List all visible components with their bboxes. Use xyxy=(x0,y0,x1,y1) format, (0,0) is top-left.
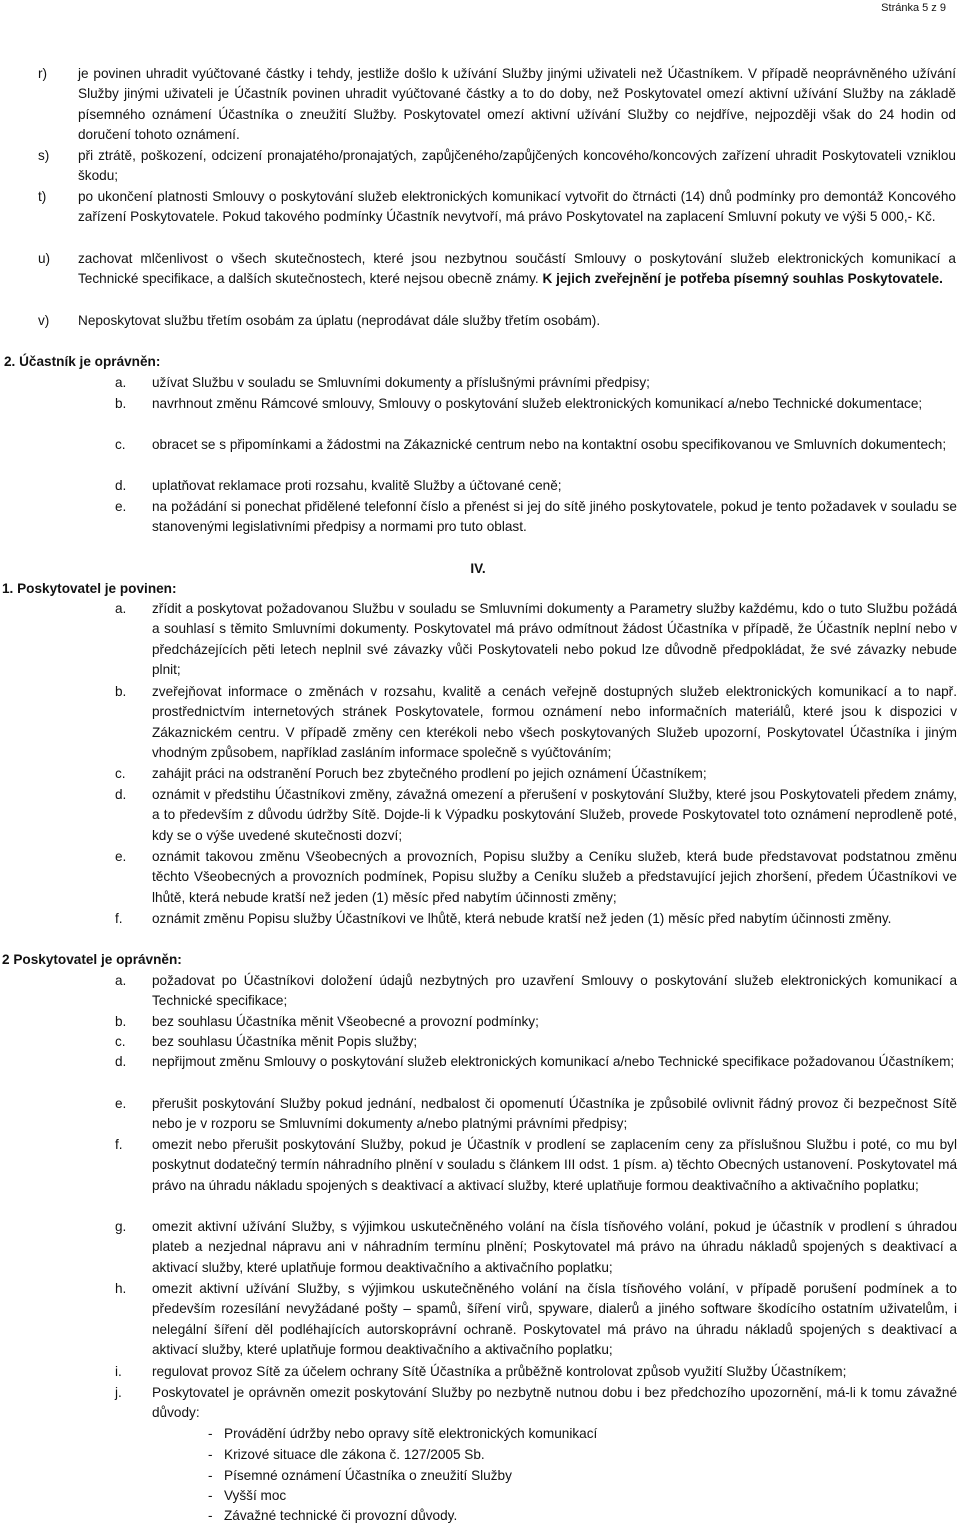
reason-item: - Písemné oznámení Účastníka o zneužití Služby xyxy=(208,1468,512,1483)
item-text: nepřijmout změnu Smlouvy o poskytování služeb elektronických komunikací a/nebo Technické specifikace požadovanou Účastníkem; xyxy=(152,1054,955,1069)
reason-item: - Provádění údržby nebo opravy sítě elektronických komunikací xyxy=(208,1426,598,1441)
list-item xyxy=(115,1032,957,1052)
item-text-plain: zachovat mlčenlivost o všech skutečnostech, které jsou nezbytnou součástí Smlouvy o poskytování služeb elektronických komunikací a Technické specifikace, a dalších skutečnostech, které nejsou obecně známy. xyxy=(78,251,956,287)
reason-item: - Závažné technické či provozní důvody. xyxy=(208,1508,458,1523)
list-item xyxy=(115,497,957,538)
section-heading: 1. Poskytovatel je povinen: xyxy=(2,581,177,596)
reason-text: Vyšší moc xyxy=(224,1488,287,1503)
list-item-u xyxy=(38,249,956,290)
section-heading: 2. Účastník je oprávněn: xyxy=(4,354,161,369)
item-text: oznámit změnu Popisu služby Účastníkovi ve lhůtě, která nebude kratší než jeden (1) měsíc před nabytím účinnosti změny. xyxy=(152,911,892,926)
list-item xyxy=(115,599,957,680)
list-item xyxy=(115,785,957,846)
item-text: obracet se s připomínkami a žádostmi na Zákaznické centrum nebo na kontaktní osobu specifikovanou ve Smluvních dokumentech; xyxy=(152,437,947,452)
item-label: v) xyxy=(38,313,50,328)
page-number: Stránka 5 z 9 xyxy=(881,2,946,14)
list-item xyxy=(115,971,957,1012)
list-item xyxy=(115,1279,957,1360)
section-heading: 2 Poskytovatel je oprávněn: xyxy=(2,952,182,967)
item-text: oznámit v předstihu Účastníkovi změny, závažná omezení a přerušení v poskytování Služby, které jsou Poskytovateli předem známy, a to především z důvodu údržby Sítě. Dojde-li k Výpadku poskytování Služeb, provede Poskytovatel toto oznámení neprodleně poté, kdy se o výše uvedené skutečnosti dozví; xyxy=(152,787,957,843)
list-item xyxy=(115,1052,957,1072)
item-text: požadovat po Účastníkovi doložení údajů nezbytných pro uzavření Smlouvy o poskytování služeb elektronických komunikací a Technické specifikace; xyxy=(152,973,957,1009)
item-label: e. xyxy=(115,849,127,864)
item-text: zahájit práci na odstranění Poruch bez zbytečného prodlení po jejich oznámení Účastníkem; xyxy=(152,766,707,781)
item-label: a. xyxy=(115,375,127,390)
list-item xyxy=(115,435,957,455)
item-label: d. xyxy=(115,478,127,493)
item-text: oznámit takovou změnu Všeobecných a provozních, Popisu služby a Ceníku služeb, která bude představovat podstatnou změnu těchto Všeobecných a provozních podmínek, Popisu služby a Ceníku služeb a představující jejich zhoršení, předem Účastníkovi ve lhůtě, která nebude kratší než jeden (1) měsíc před nabytím účinnosti změny; xyxy=(152,849,957,905)
item-text: přerušit poskytování Služby pokud jednání, nedbalost či opomenutí Účastníka je způsobilé ovlivnit řádný provoz či bezpečnost Sítě nebo je v rozporu se Smluvními dokumenty a/nebo platnými právními předpisy; xyxy=(152,1096,957,1132)
item-text: po ukončení platnosti Smlouvy o poskytování služeb elektronických komunikací vytvořit do čtrnácti (14) dnů podmínky pro demontáž Koncového zařízení Poskytovatele. Pokud takového podmínky Účastník nevytvoří, má právo Poskytovatel na zaplacení Smluvní pokuty ve výši 5 000,- Kč. xyxy=(78,189,956,225)
item-label: c. xyxy=(115,437,126,452)
item-label: b. xyxy=(115,1014,127,1029)
article-number: IV. xyxy=(470,561,486,576)
item-label: f. xyxy=(115,1137,123,1152)
item-text: navrhnout změnu Rámcové smlouvy, Smlouvy o poskytování služeb elektronických komunikací a/nebo Technické dokumentace; xyxy=(152,396,923,411)
list-item-v xyxy=(38,311,956,331)
item-text: bez souhlasu Účastníka měnit Všeobecné a provozní podmínky; xyxy=(152,1014,539,1029)
item-label: a. xyxy=(115,601,127,616)
list-item-r xyxy=(38,64,956,145)
item-text-bold: K jejich zveřejnění je potřeba písemný souhlas Poskytovatele. xyxy=(542,271,943,287)
item-label: a. xyxy=(115,973,127,988)
item-text: užívat Službu v souladu se Smluvními dokumenty a příslušnými právními předpisy; xyxy=(152,375,650,390)
reason-text: Závažné technické či provozní důvody. xyxy=(224,1508,458,1523)
item-label: d. xyxy=(115,787,127,802)
reason-item: - Vyšší moc xyxy=(208,1488,287,1503)
item-text: uplatňovat reklamace proti rozsahu, kvalitě Služby a účtované ceně; xyxy=(152,478,562,493)
list-item xyxy=(115,682,957,763)
item-label: h. xyxy=(115,1281,127,1296)
item-label: f. xyxy=(115,911,123,926)
item-text: regulovat provoz Sítě za účelem ochrany Sítě Účastníka a průběžně kontrolovat způsob využití Služby Účastníkem; xyxy=(152,1364,847,1379)
list-item xyxy=(115,764,957,784)
item-text: omezit nebo přerušit poskytování Služby, pokud je Účastník v prodlení se zaplacením ceny za příslušnou Službu i poté, co mu byl poskytnut dodatečný termín náhradního plnění v souladu s článkem III odst. 1 písm. a) těchto Obecných ustanovení. Poskytovatel má právo na úhradu nákladu spojených s deaktivací a aktivací služby, které uplatňuje formou deaktivačního a aktivačního poplatku; xyxy=(152,1137,957,1193)
list-item xyxy=(115,373,957,393)
list-item xyxy=(115,1362,957,1382)
list-item xyxy=(115,1012,957,1032)
reason-text: Krizové situace dle zákona č. 127/2005 Sb. xyxy=(224,1447,485,1462)
item-label: d. xyxy=(115,1054,127,1069)
item-label: t) xyxy=(38,189,47,204)
reason-item: - Krizové situace dle zákona č. 127/2005 Sb. xyxy=(208,1447,485,1462)
list-item xyxy=(115,476,957,496)
item-text: zveřejňovat informace o změnách v rozsahu, kvalitě a cenách veřejně dostupných služeb elektronických komunikací a to např. prostřednictvím internetových stránek Poskytovatele, formou oznámení nebo informačních materiálů, které jsou k dispozici v Zákaznickém centru. V případě změny cen kterékoli nebo všech poskytovaných Služeb upozorní, Poskytovatel Účastníka i jiným vhodným způsobem, například zasláním informace společně s vyúčtováním; xyxy=(152,684,957,760)
list-item xyxy=(115,909,957,929)
item-label: j. xyxy=(115,1385,122,1400)
reason-text: Písemné oznámení Účastníka o zneužití Služby xyxy=(224,1468,512,1483)
item-text: Neposkytovat službu třetím osobám za úplatu (neprodávat dále služby třetím osobám). xyxy=(78,313,601,328)
list-item-s xyxy=(38,146,956,187)
list-item xyxy=(115,1135,957,1196)
list-item-t xyxy=(38,187,956,228)
list-item xyxy=(115,1383,957,1424)
item-label: s) xyxy=(38,148,50,163)
item-label: c. xyxy=(115,766,126,781)
item-text: bez souhlasu Účastníka měnit Popis služby; xyxy=(152,1034,418,1049)
item-label: g. xyxy=(115,1219,127,1234)
item-label: i. xyxy=(115,1364,122,1379)
item-label: e. xyxy=(115,499,127,514)
list-item xyxy=(115,847,957,908)
item-text xyxy=(78,249,956,290)
item-text: Poskytovatel je oprávněn omezit poskytování Služby po nezbytně nutnou dobu i bez předchozího upozornění, má-li k tomu závažné důvody: xyxy=(152,1385,957,1421)
list-item xyxy=(115,1094,957,1135)
reason-text: Provádění údržby nebo opravy sítě elektronických komunikací xyxy=(224,1426,598,1441)
item-text: na požádání si ponechat přidělené telefonní číslo a přenést si jej do sítě jiného poskytovatele, pokud je tento požadavek v souladu se stanovenými legislativními předpisy a normami pro tuto oblast. xyxy=(152,499,957,535)
item-label: r) xyxy=(38,66,48,81)
item-text: omezit aktivní užívání Služby, s výjimkou uskutečněného volání na čísla tísňového volání, v případě porušení podmínek a to především rozesílání nevyžádané pošty – spamů, šíření virů, spyware, dialerů a jiného software škodícího ostatním uživatelům, i nelegální šíření děl podléhajících autorskoprávní ochraně. Poskytovatel má právo na úhradu nákladů spojených s deaktivací a aktivací služby, které uplatňuje formou deaktivačního a aktivačního poplatku; xyxy=(152,1281,957,1357)
item-label: b. xyxy=(115,396,127,411)
item-text: zřídit a poskytovat požadovanou Službu v souladu se Smluvními dokumenty a Parametry služby každému, kdo o tuto Službu požádá a souhlasí s těmito Smluvními dokumenty. Poskytovatel má právo odmítnout žádost Účastníka v případě, že Účastník neplní nebo v předcházejících pěti letech neplnil své závazky vůči Poskytovateli nebo pokud lze důvodně předpokládat, že své závazky nebude plnit; xyxy=(152,601,957,677)
item-text: je povinen uhradit vyúčtované částky i tehdy, jestliže došlo k užívání Služby jinými uživateli než Účastníkem. V případě neoprávněného užívání Služby jinými uživateli je Účastník povinen uhradit vyúčtované částky a to do doby, než Poskytovatel omezí aktivní užívání Služby na základě písemného oznámení Účastníka o zneužití Služby. Poskytovatel omezí aktivní užívání Služby co nejdříve, nejpozději však do 24 hodin od doručení tohoto oznámení. xyxy=(78,66,956,142)
item-label: u) xyxy=(38,251,51,266)
item-text: při ztrátě, poškození, odcizení pronajatého/pronajatých, zapůjčeného/zapůjčených koncového/koncových zařízení uhradit Poskytovateli vzniklou škodu; xyxy=(78,148,956,184)
list-item xyxy=(115,394,957,414)
item-label: b. xyxy=(115,684,127,699)
item-label: e. xyxy=(115,1096,127,1111)
list-item xyxy=(115,1217,957,1278)
item-label: c. xyxy=(115,1034,126,1049)
item-text: omezit aktivní užívání Služby, s výjimkou uskutečněného volání na čísla tísňového volání, pokud je účastník v prodlení s úhradou plateb a nezjednal nápravu ani v náhradním termínu plnění; Poskytovatel má právo na úhradu nákladů spojených s deaktivací a aktivací služby, které uplatňuje formou deaktivačního a aktivačního poplatku; xyxy=(152,1219,957,1275)
